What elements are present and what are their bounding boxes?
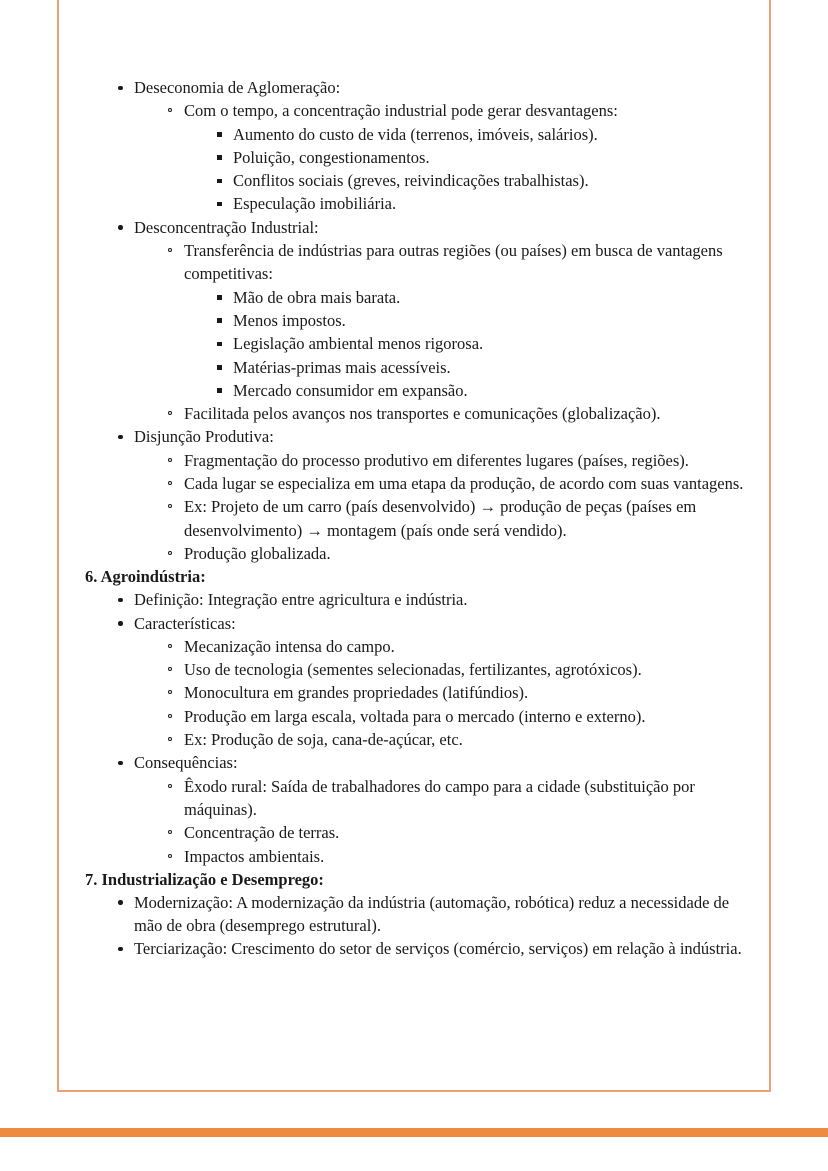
list-item-text: Legislação ambiental menos rigorosa. <box>233 334 484 354</box>
list-item-text: Ex: Projeto de um carro (país desenvolvido) → produção de peças (países em desenvolvimento) → montagem (país onde será vendido). <box>184 497 697 540</box>
list-item-text: Menos impostos. <box>233 310 346 330</box>
list-item <box>165 449 747 472</box>
list-item-text: Aumento do custo de vida (terrenos, imóveis, salários). <box>233 124 598 144</box>
list-item <box>165 681 747 704</box>
list-level-3 <box>184 123 747 216</box>
list-item <box>115 76 747 216</box>
list-block <box>85 588 747 868</box>
list-item-text: Monocultura em grandes propriedades (latifúndios). <box>184 683 529 703</box>
list-item <box>115 751 747 867</box>
list-item <box>165 845 747 868</box>
list-item <box>214 332 747 355</box>
list-item <box>165 99 747 215</box>
list-item <box>214 146 747 169</box>
list-item-text: Facilitada pelos avanços nos transportes e comunicações (globalização). <box>184 404 661 424</box>
list-item <box>214 309 747 332</box>
list-item <box>214 123 747 146</box>
list-item <box>165 402 747 425</box>
list-item <box>214 192 747 215</box>
list-item-text: Impactos ambientais. <box>184 846 325 866</box>
list-item <box>214 379 747 402</box>
list-item <box>115 216 747 426</box>
list-item <box>115 891 747 938</box>
list-item <box>115 612 747 752</box>
section-heading: 7. Industrialização e Desemprego: <box>85 869 324 889</box>
list-item <box>115 588 747 611</box>
list-block <box>85 76 747 565</box>
list-item-text: Concentração de terras. <box>184 823 340 843</box>
list-item-text: Cada lugar se especializa em uma etapa da produção, de acordo com suas vantagens. <box>184 474 744 494</box>
section-heading: 6. Agroindústria: <box>85 567 206 587</box>
list-level-2 <box>134 239 747 425</box>
list-item <box>214 286 747 309</box>
document-content <box>85 76 747 961</box>
list-item-text: Características: <box>134 613 236 633</box>
list-item <box>165 635 747 658</box>
list-level-2 <box>134 99 747 215</box>
list-item <box>165 472 747 495</box>
list-item <box>165 728 747 751</box>
list-level-1 <box>85 891 747 961</box>
list-block <box>85 891 747 961</box>
list-item-text: Êxodo rural: Saída de trabalhadores do campo para a cidade (substituição por máquinas). <box>184 776 695 819</box>
list-item <box>165 495 747 542</box>
list-item <box>165 705 747 728</box>
list-item <box>165 542 747 565</box>
list-item-text: Consequências: <box>134 753 238 773</box>
list-level-3 <box>184 286 747 402</box>
bottom-accent-bar <box>0 1128 828 1137</box>
list-item-text: Terciarização: Crescimento do setor de serviços (comércio, serviços) em relação à indústria. <box>134 939 742 959</box>
list-item-text: Produção em larga escala, voltada para o mercado (interno e externo). <box>184 706 646 726</box>
list-item-text: Mão de obra mais barata. <box>233 287 401 307</box>
list-item-text: Conflitos sociais (greves, reivindicações trabalhistas). <box>233 171 589 191</box>
list-item <box>165 775 747 822</box>
list-item-text: Uso de tecnologia (sementes selecionadas, fertilizantes, agrotóxicos). <box>184 660 642 680</box>
list-item-text: Ex: Produção de soja, cana-de-açúcar, etc. <box>184 730 463 750</box>
list-item <box>214 169 747 192</box>
list-item-text: Desconcentração Industrial: <box>134 217 319 237</box>
list-item-text: Modernização: A modernização da indústria (automação, robótica) reduz a necessidade de mão de obra (desemprego estrutural). <box>134 892 730 936</box>
list-item <box>165 658 747 681</box>
list-item-text: Fragmentação do processo produtivo em diferentes lugares (países, regiões). <box>184 450 689 470</box>
list-level-2 <box>134 635 747 751</box>
list-item-text: Com o tempo, a concentração industrial pode gerar desvantagens: <box>184 101 618 121</box>
list-item-text: Mecanização intensa do campo. <box>184 636 395 656</box>
list-item <box>165 239 747 402</box>
list-level-1 <box>85 588 747 868</box>
list-item <box>214 356 747 379</box>
list-level-2 <box>134 449 747 565</box>
list-item-text: Transferência de indústrias para outras regiões (ou países) em busca de vantagens competitivas: <box>184 241 723 284</box>
list-item <box>115 425 747 565</box>
list-item-text: Especulação imobiliária. <box>233 194 397 214</box>
list-level-2 <box>134 775 747 868</box>
list-item-text: Definição: Integração entre agricultura e indústria. <box>134 590 468 610</box>
list-item <box>165 821 747 844</box>
document-page <box>57 0 771 1092</box>
list-item-text: Disjunção Produtiva: <box>134 427 274 447</box>
list-level-1 <box>85 76 747 565</box>
list-item-text: Poluição, congestionamentos. <box>233 147 430 167</box>
list-item-text: Mercado consumidor em expansão. <box>233 380 468 400</box>
list-item-text: Produção globalizada. <box>184 543 331 563</box>
list-item-text: Matérias-primas mais acessíveis. <box>233 357 451 377</box>
list-item-text: Deseconomia de Aglomeração: <box>134 78 341 97</box>
list-item <box>115 937 747 960</box>
